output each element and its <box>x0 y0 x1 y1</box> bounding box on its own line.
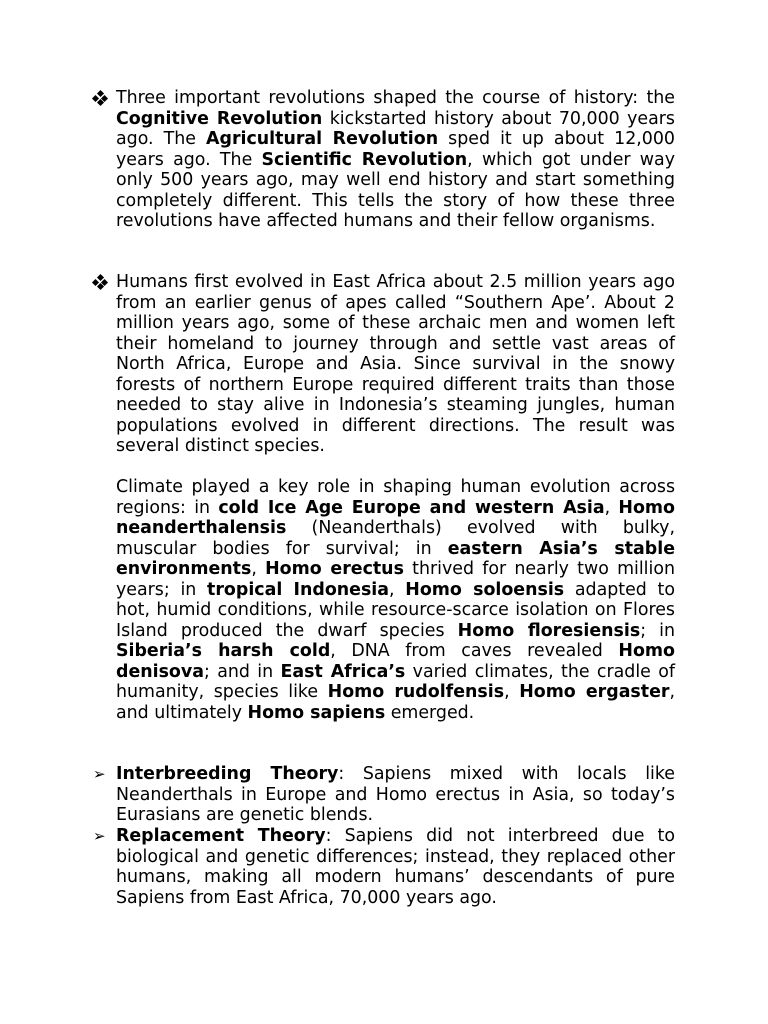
bullet-item-revolutions <box>93 88 675 232</box>
paragraph-human-origins: Humans first evolved in East Africa about 2.5 million years ago from an earlier genus of apes called “Southern Ape’. About 2 million years ago, some of these archaic men and women left their homeland to journey through and settle vast areas of North Africa, Europe and Asia. Since survival in the snowy forests of northern Europe required different traits than those needed to stay alive in Indonesia’s steaming jungles, human populations evolved in different directions. The result was several distinct species. <box>116 272 675 456</box>
paragraph-climate: Climate played a key role in shaping human evolution across regions: in cold Ice Age Europe and western Asia, Homo neanderthalensis (Neanderthals) evolved with bulky, muscular bodies for survival; in eastern Asia’s stable environments, Homo erectus thrived for nearly two million years; in tropical Indonesia, Homo soloensis adapted to hot, humid conditions, while resource-scarce isolation on Flores Island produced the dwarf species Homo floresiensis; in Siberia’s harsh cold, DNA from caves revealed Homo denisova; and in East Africa’s varied climates, the cradle of humanity, species like Homo rudolfensis, Homo ergaster, and ultimately Homo sapiens emerged. <box>116 477 676 723</box>
bullet-item-interbreeding <box>93 764 675 826</box>
paragraph-revolutions: Three important revolutions shaped the course of history: the Cognitive Revolution kickstarted history about 70,000 years ago. The Agricultural Revolution sped it up about 12,000 years ago. The Scientific Revolution, which got under way only 500 years ago, may well end history and start something completely different. This tells the story of how these three revolutions have affected humans and their fellow organisms. <box>116 88 676 231</box>
diamond-bullet-icon <box>93 272 115 293</box>
arrow-bullet-icon: ➢ <box>93 765 106 783</box>
bullet-item-replacement <box>93 826 675 908</box>
paragraph-interbreeding: Interbreeding Theory: Sapiens mixed with locals like Neanderthals in Europe and Homo erectus in Asia, so today’s Eurasians are genetic blends. <box>116 764 676 825</box>
paragraph-replacement: Replacement Theory: Sapiens did not interbreed due to biological and genetic differences; instead, they replaced other humans, making all modern humans’ descendants of pure Sapiens from East Africa, 70,000 years ago. <box>116 826 676 908</box>
bullet-item-human-origins <box>93 272 675 457</box>
arrow-bullet-icon: ➢ <box>93 827 106 845</box>
diamond-bullet-icon <box>93 88 115 109</box>
